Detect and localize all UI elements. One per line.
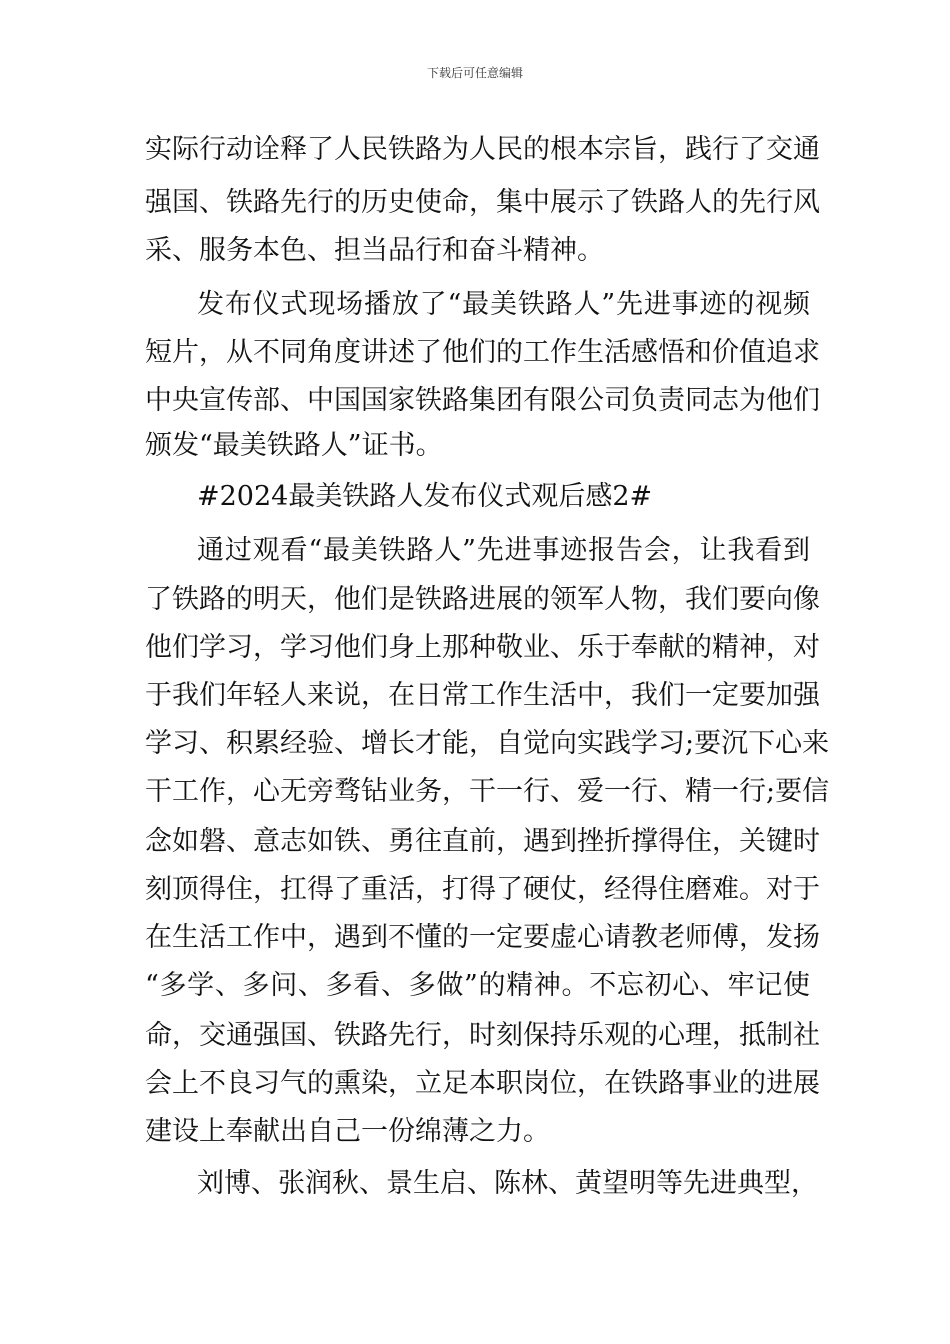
text-line-17: 在生活工作中，遇到不懂的一定要虚心请教老师傅，发扬 <box>145 922 820 953</box>
text-line-12: 于我们年轻人来说，在日常工作生活中，我们一定要加强 <box>145 680 820 711</box>
text-line-2: 强国、铁路先行的历史使命，集中展示了铁路人的先行风 <box>145 187 820 218</box>
text-line-15: 念如磐、意志如铁、勇往直前，遇到挫折撑得住，关键时 <box>145 826 820 857</box>
text-line-7: 颁发“最美铁路人”证书。 <box>145 430 443 461</box>
text-line-22: 刘博、张润秋、景生启、陈林、黄望明等先进典型， <box>197 1168 818 1199</box>
text-line-6: 中央宣传部、中国国家铁路集团有限公司负责同志为他们 <box>145 385 820 416</box>
section-heading: #2024最美铁路人发布仪式观后感2# <box>197 481 653 512</box>
text-line-13: 学习、积累经验、增长才能，自觉向实践学习;要沉下心来 <box>145 728 830 759</box>
text-line-18: “多学、多问、多看、多做”的精神。不忘初心、牢记使 <box>145 970 810 1001</box>
text-line-19: 命，交通强国、铁路先行，时刻保持乐观的心理，抵制社 <box>145 1020 820 1051</box>
text-line-1: 实际行动诠释了人民铁路为人民的根本宗旨，践行了交通 <box>145 134 820 165</box>
text-line-16: 刻顶得住，扛得了重活，打得了硬仗，经得住磨难。对于 <box>145 874 820 905</box>
text-line-4: 发布仪式现场播放了“最美铁路人”先进事迹的视频 <box>197 289 810 320</box>
text-line-14: 干工作，心无旁骛钻业务，干一行、爱一行、精一行;要信 <box>145 776 830 807</box>
text-line-20: 会上不良习气的熏染，立足本职岗位，在铁路事业的进展 <box>145 1068 820 1099</box>
text-line-21: 建设上奉献出自己一份绵薄之力。 <box>145 1116 550 1147</box>
text-line-11: 他们学习，学习他们身上那种敬业、乐于奉献的精神，对 <box>145 632 820 663</box>
page-header: 下载后可任意编辑 <box>426 66 523 80</box>
text-line-3: 采、服务本色、担当品行和奋斗精神。 <box>145 235 604 266</box>
text-line-10: 了铁路的明天，他们是铁路进展的领军人物，我们要向像 <box>145 584 820 615</box>
text-line-9: 通过观看“最美铁路人”先进事迹报告会，让我看到 <box>197 535 810 566</box>
text-line-5: 短片，从不同角度讲述了他们的工作生活感悟和价值追求 <box>145 337 820 368</box>
